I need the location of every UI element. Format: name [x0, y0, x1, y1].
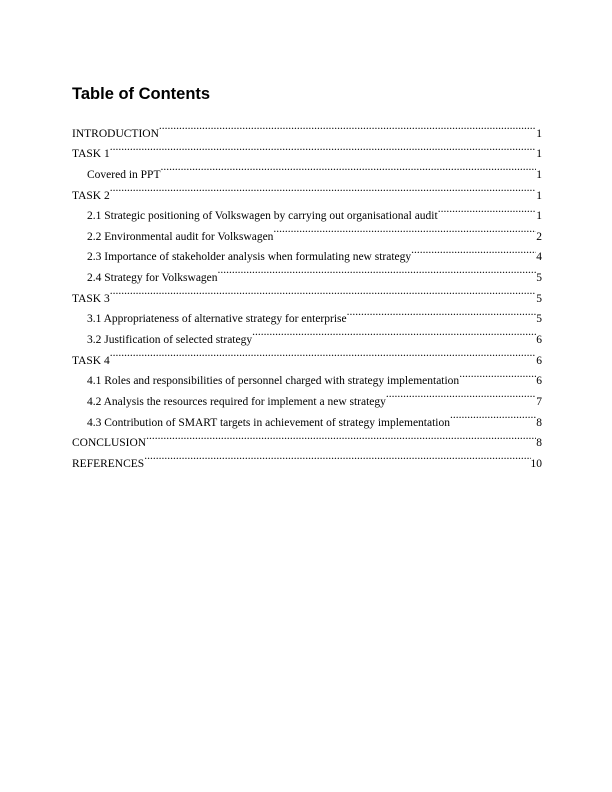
toc-entry-page-number: 4 — [536, 251, 542, 264]
toc-leader-dots — [438, 199, 537, 220]
toc-entry-page-number: 5 — [536, 292, 542, 305]
toc-leader-dots — [459, 364, 536, 385]
toc-entry-page-number: 1 — [536, 127, 542, 140]
toc-entry-page-number: 10 — [530, 457, 542, 470]
toc-entry-page-number: 6 — [536, 334, 542, 347]
toc-leader-dots — [386, 384, 536, 405]
toc-leader-dots — [218, 260, 537, 281]
toc-leader-dots — [144, 446, 530, 467]
toc-entry[interactable] — [72, 178, 542, 202]
toc-entry-text: 2.1 Strategic positioning of Volkswagen by carrying out organisational audit — [87, 210, 438, 223]
toc-title: Table of Contents — [72, 85, 211, 103]
toc-entry-text: TASK 1 — [72, 148, 110, 161]
toc-entry-page-number: 8 — [536, 437, 542, 450]
toc-leader-dots — [273, 219, 536, 240]
toc-leader-dots — [146, 426, 536, 447]
toc-entry-page-number: 1 — [536, 210, 542, 223]
toc-entry-text: INTRODUCTION — [72, 127, 159, 140]
toc-entry-page-number: 7 — [536, 395, 542, 408]
toc-entry[interactable] — [72, 281, 542, 305]
toc-entry-text: CONCLUSION — [72, 437, 147, 450]
toc-leader-dots — [450, 405, 536, 426]
toc-entry-page-number: 5 — [536, 272, 542, 285]
toc-entry-text: 4.2 Analysis the resources required for implement a new strategy — [87, 395, 386, 408]
toc-entry-text: 3.2 Justification of selected strategy — [87, 334, 253, 347]
toc-leader-dots — [110, 137, 537, 158]
toc-entry[interactable] — [72, 343, 542, 367]
toc-entry-text: 4.1 Roles and responsibilities of personnel charged with strategy implementation — [87, 375, 460, 388]
toc-entry-text: 3.1 Appropriateness of alternative strategy for enterprise — [87, 313, 347, 326]
toc-entry[interactable] — [72, 364, 542, 388]
toc-entry-text: TASK 2 — [72, 189, 110, 202]
toc-entry-page-number: 6 — [536, 375, 542, 388]
toc-entry-page-number: 1 — [536, 168, 542, 181]
toc-entry-page-number: 1 — [536, 189, 542, 202]
toc-entry-text: 2.4 Strategy for Volkswagen — [87, 272, 218, 285]
toc-entry-page-number: 1 — [536, 148, 542, 161]
toc-entry[interactable] — [72, 116, 542, 140]
toc-entry[interactable] — [72, 302, 542, 326]
toc-leader-dots — [110, 178, 537, 199]
toc-entry[interactable] — [72, 157, 542, 181]
toc-entry-text: TASK 4 — [72, 354, 110, 367]
toc-entry-page-number: 6 — [536, 354, 542, 367]
toc-leader-dots — [411, 240, 536, 261]
toc-entry-page-number: 5 — [536, 313, 542, 326]
toc-entry-text: REFERENCES — [72, 457, 145, 470]
toc-entry[interactable] — [72, 199, 542, 223]
toc-leader-dots — [110, 281, 537, 302]
toc-leader-dots — [347, 302, 537, 323]
toc-entry[interactable] — [72, 137, 542, 161]
toc-entry-page-number: 8 — [536, 416, 542, 429]
toc-leader-dots — [252, 322, 536, 343]
toc-entry-text: Covered in PPT — [87, 168, 161, 181]
toc-leader-dots — [159, 116, 536, 137]
toc-entry-text: 2.3 Importance of stakeholder analysis when formulating new strategy — [87, 251, 412, 264]
toc-entry-text: 4.3 Contribution of SMART targets in achievement of strategy implementation — [87, 416, 450, 429]
toc-entry-page-number: 2 — [536, 230, 542, 243]
table-of-contents — [72, 116, 542, 470]
toc-leader-dots — [110, 343, 537, 364]
toc-entry-text: TASK 3 — [72, 292, 110, 305]
toc-leader-dots — [160, 157, 536, 178]
toc-entry-text: 2.2 Environmental audit for Volkswagen — [87, 230, 274, 243]
